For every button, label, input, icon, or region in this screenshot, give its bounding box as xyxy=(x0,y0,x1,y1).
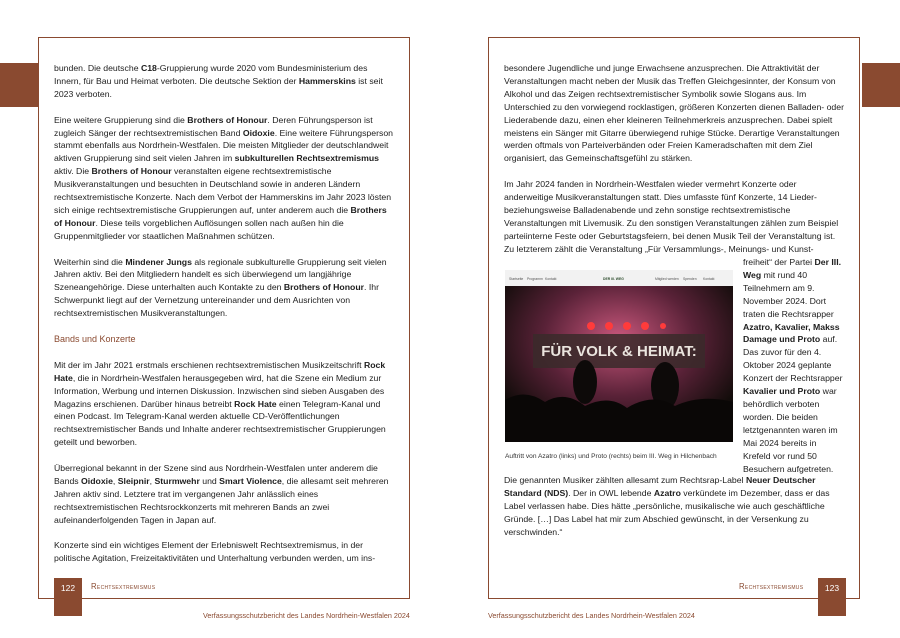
photo-nav-2: Programm xyxy=(527,277,543,281)
photo-nav-3: Kontakt xyxy=(545,277,557,281)
photo-nav-7: Kontakt xyxy=(703,277,715,281)
bold-term: Oidoxie xyxy=(242,127,275,138)
bold-term: Brothers of Honour xyxy=(91,166,172,177)
right-page-number: 123 xyxy=(818,578,846,616)
bold-term: C18 xyxy=(140,63,157,73)
photo-nav-1: Startseite xyxy=(509,277,524,281)
left-para-2: Eine weitere Gruppierung sind die Brothers of Honour. Deren Führungsperson ist zugleich Sänger der rechtsextremistischen Band Oidoxie. Eine weitere Führungsperson stammt ebenfalls aus Nordrhein-Westfalen. Die meisten Mitglieder der deutschlandweit aktiven Gruppierung sind seit vielen Jahren im subkulturellen Rechtsextremismus aktiv. Die Brothers of Honour veranstalten eigene rechtsextremistische Musikveranstaltungen und besuchten in Deutschland sowie in anderen Ländern rechtsextremistische Konzerte. Nach dem Verbot der Hammerskins im Jahr 2023 lösten sich einige rechtsextremistische Gruppierungen auf, unter anderem auch die Brothers of Honour. Diese teils vorgeblichen Auflösungen sollen nach außen hin die Gruppenmitglieder vor staatlichen Maßnahmen schützen. xyxy=(54,114,393,241)
right-para-3: Die genannten Musiker zählten allesamt zum Rechtsrap-Label Neuer Deutscher Standard (NDS). Der in OWL lebende Azatro verkündete im Dezember, dass er das Label verlassen habe. Dies hätte „persönliche, musikalische wie auch geschäftliche Gründe. […] Das Label hat mir zum Abschied gewünscht, in der Versenkung zu verschwinden.“ xyxy=(504,475,830,537)
bold-term: Smart Violence xyxy=(219,475,282,486)
bold-term: Azatro xyxy=(653,487,681,498)
bold-term: Neuer Deutscher Standard (NDS) xyxy=(504,475,816,498)
bold-term: Mindener Jungs xyxy=(125,256,192,267)
bold-term: Azatro, Kavalier, Makss Damage und Proto xyxy=(743,321,840,345)
photo-caption: Auftritt von Azatro (links) und Proto (rechts) beim III. Weg in Hilchenbach xyxy=(505,453,717,460)
photo-nav-6: Spenden xyxy=(683,277,697,281)
left-source-line: Verfassungsschutzbericht des Landes Nordrhein-Westfalen 2024 xyxy=(203,611,410,620)
left-para-1: bunden. Die deutsche C18-Gruppierung wurde 2020 vom Bundesministerium des Innern, für Bau und Heimat verboten. Die deutsche Sektion der Hammerskins ist seit 2023 verboten. xyxy=(54,63,383,99)
right-para-1: besondere Jugendliche und junge Erwachsene anzusprechen. Die Attraktivität der Veranstaltungen macht neben der Musik das Treffen Gleichgesinnter, der Konsum von Alkohol und das Zeigen rechtsextremistischer Symbolik sowie Slogans aus. Im Unterschied zu den vorwiegend rocklastigen, größeren Konzerten dienen Balladen- oder Liederabende dazu, einen eher kleineren Teilnehmerkreis anzusprechen. Dabei spielt meistens ein Sänger mit Gitarre überwiegend ruhige Stücke. Derartige Veranstaltungen werden oftmals von Parteiverbänden oder Freien Kameradschaften mit dem Ziel organisiert, das Gemeinschaftsgefühl zu stärken. xyxy=(504,63,844,164)
right-running-title: Rechtsextremismus xyxy=(739,582,804,591)
wrapped-text: freiheit“ der Partei Der III. Weg mit rund 40 Teilnehmern am 9. November 2024. Dort traten die Rechtsrapper Azatro, Kavalier, Makss Damage und Proto auf. Das zuvor für den 4. Oktober 2024 geplante Konzert der Rechtsrapper Kavalier und Proto war behördlich verboten worden. Die beiden letztgenannten waren im Mai 2024 bereits in Krefeld vor rund 50 Besuchern aufgetreten. xyxy=(743,257,843,474)
right-source-line: Verfassungsschutzbericht des Landes Nordrhein-Westfalen 2024 xyxy=(488,611,695,620)
left-page-number: 122 xyxy=(54,578,82,616)
right-page xyxy=(488,37,860,599)
photo-banner-text: FÜR VOLK & HEIMAT: xyxy=(541,343,697,360)
bold-term: Sleipnir xyxy=(117,475,150,486)
right-text-column-bottom xyxy=(504,474,844,551)
left-page xyxy=(38,37,410,599)
bold-term: Hammerskins xyxy=(298,75,356,86)
left-para-5: Überregional bekannt in der Szene sind aus Nordrhein-Westfalen unter anderem die Bands Oidoxie, Sleipnir, Sturmwehr und Smart Violence, die allesamt seit mehreren Jahren aktiv sind. Letztere trat im vergangenen Jahr anlässlich eines rechtsextremistischen Rechtsrockkonzerts mit mehreren Bands an zwei aufeinanderfolgenden Tagen in Japan auf. xyxy=(54,463,389,525)
left-running-title: Rechtsextremismus xyxy=(91,582,156,591)
bold-term: Brothers of Honour xyxy=(54,204,387,228)
left-text-column xyxy=(54,62,394,578)
bold-term: Kavalier und Proto xyxy=(743,386,821,397)
right-edge-tab xyxy=(862,63,900,107)
photo-nav-4: DER III. WEG xyxy=(603,277,624,281)
bold-term: Oidoxie xyxy=(81,475,113,486)
bold-term: Der III. Weg xyxy=(743,257,842,280)
right-text-column xyxy=(504,62,844,256)
bold-term: Brothers of Honour xyxy=(283,282,365,293)
section-heading: Bands und Konzerte xyxy=(54,333,136,344)
bold-term: Rock Hate xyxy=(234,398,277,409)
left-para-3: Weiterhin sind die Mindener Jungs als regionale subkulturelle Gruppierung seit vielen Jahren aktiv. Bei den Mitgliedern handelt es sich überwiegend um langjährige Szeneangehörige. Diese unterhalten auch Kontakte zu den Brothers of Honour. Ihr Schwerpunkt liegt auf der Vernetzung untereinander und dem Ausrichten von rechtsextremistischen Musikveranstaltungen. xyxy=(54,256,387,319)
left-para-4: Mit der im Jahr 2021 erstmals erschienen rechtsextremistischen Musikzeitschrift Rock Hate, die in Nordrhein-Westfalen herausgegeben wird, hat die Szene ein Medium zur Information, Werbung und internen Diskussion. Inzwischen sind sieben Ausgaben des Magazins erschienen. Darüber hinaus betreibt Rock Hate einen Telegram-Kanal und einen Podcast. Im Telegram-Kanal werden aktuelle CD-Veröffentlichungen rechtsextremistischer Bands und Inhalte anderer rechtsextremistischer Gruppierungen geteilt und beworben. xyxy=(54,359,386,448)
concert-photo xyxy=(505,270,733,442)
bold-term: Sturmwehr xyxy=(154,475,200,486)
right-para-2: Im Jahr 2024 fanden in Nordrhein-Westfalen wieder vermehrt Konzerte oder anderweitige Musikveranstaltungen statt. Dies umfasste fünf Konzerte, 14 Lieder- beziehungsweise Balladenabende und zehn sonstige rechtsextremistische Veranstaltungen mit Livemusik. Zu den sonstigen Veranstaltungen zählen zum Beispiel parteiinterne Feste oder Geburtstagsfeiern, bei denen Musik Teil der Veranstaltung ist. Zu letzterem zählt die Veranstaltung „Für Versammlungs-, Meinungs- und Kunst- xyxy=(504,179,839,254)
bold-term: Brothers of Honour xyxy=(187,114,268,125)
left-edge-tab xyxy=(0,63,38,107)
left-para-6: Konzerte sind ein wichtiges Element der Erlebniswelt Rechtsextremismus, in der politische Agitation, Freizeitaktivitäten und Unterhaltung verbunden werden, um ins- xyxy=(54,540,376,564)
bold-term: subkulturellen Rechtsextremismus xyxy=(234,153,379,164)
bold-term: Rock Hate xyxy=(54,359,386,383)
photo-nav-5: Mitglied werden xyxy=(655,277,679,281)
